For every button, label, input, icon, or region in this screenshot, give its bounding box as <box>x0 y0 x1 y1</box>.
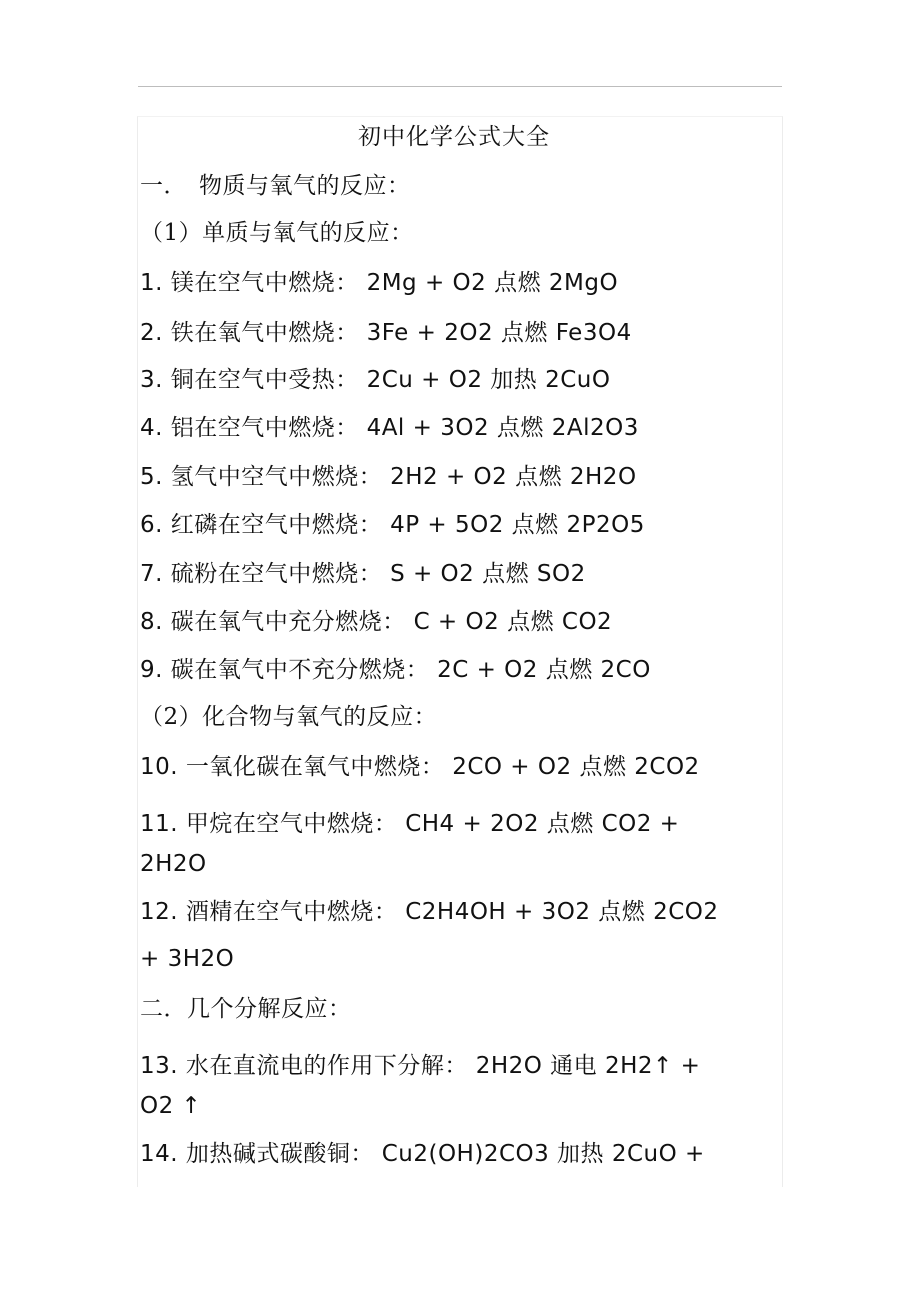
equation-line-11-cont: 2H2O <box>140 851 207 877</box>
equation-line-13-cont: O2 ↑ <box>140 1093 202 1119</box>
section-heading-oxygen-reactions: 一． 物质与氧气的反应： <box>140 173 411 199</box>
subheading-element-oxygen: （1）单质与氧气的反应： <box>140 220 414 246</box>
equation-line-11: 11. 甲烷在空气中燃烧： CH4 + 2O2 点燃 CO2 + <box>140 811 680 837</box>
equation-line-8: 8. 碳在氧气中充分燃烧： C + O2 点燃 CO2 <box>140 609 613 635</box>
equation-line-10: 10. 一氧化碳在氧气中燃烧： 2CO + O2 点燃 2CO2 <box>140 754 700 780</box>
equation-line-7: 7. 硫粉在空气中燃烧： S + O2 点燃 SO2 <box>140 561 586 587</box>
equation-line-14: 14. 加热碱式碳酸铜： Cu2(OH)2CO3 加热 2CuO + <box>140 1141 705 1167</box>
equation-line-12-cont: + 3H2O <box>140 946 235 972</box>
equation-line-12: 12. 酒精在空气中燃烧： C2H4OH + 3O2 点燃 2CO2 <box>140 899 719 925</box>
header-rule <box>138 86 782 87</box>
page-title: 初中化学公式大全 <box>358 124 550 150</box>
equation-line-5: 5. 氢气中空气中燃烧： 2H2 + O2 点燃 2H2O <box>140 464 637 490</box>
equation-line-3: 3. 铜在空气中受热： 2Cu + O2 加热 2CuO <box>140 367 611 393</box>
subheading-compound-oxygen: （2）化合物与氧气的反应： <box>140 704 438 730</box>
equation-line-6: 6. 红磷在空气中燃烧： 4P + 5O2 点燃 2P2O5 <box>140 512 645 538</box>
equation-line-1: 1. 镁在空气中燃烧： 2Mg + O2 点燃 2MgO <box>140 270 619 296</box>
equation-line-9: 9. 碳在氧气中不充分燃烧： 2C + O2 点燃 2CO <box>140 657 651 683</box>
equation-line-2: 2. 铁在氧气中燃烧： 3Fe + 2O2 点燃 Fe3O4 <box>140 320 632 346</box>
section-heading-decomposition: 二．几个分解反应： <box>140 996 352 1022</box>
equation-line-13: 13. 水在直流电的作用下分解： 2H2O 通电 2H2↑ + <box>140 1053 701 1079</box>
equation-line-4: 4. 铝在空气中燃烧： 4Al + 3O2 点燃 2Al2O3 <box>140 415 639 441</box>
